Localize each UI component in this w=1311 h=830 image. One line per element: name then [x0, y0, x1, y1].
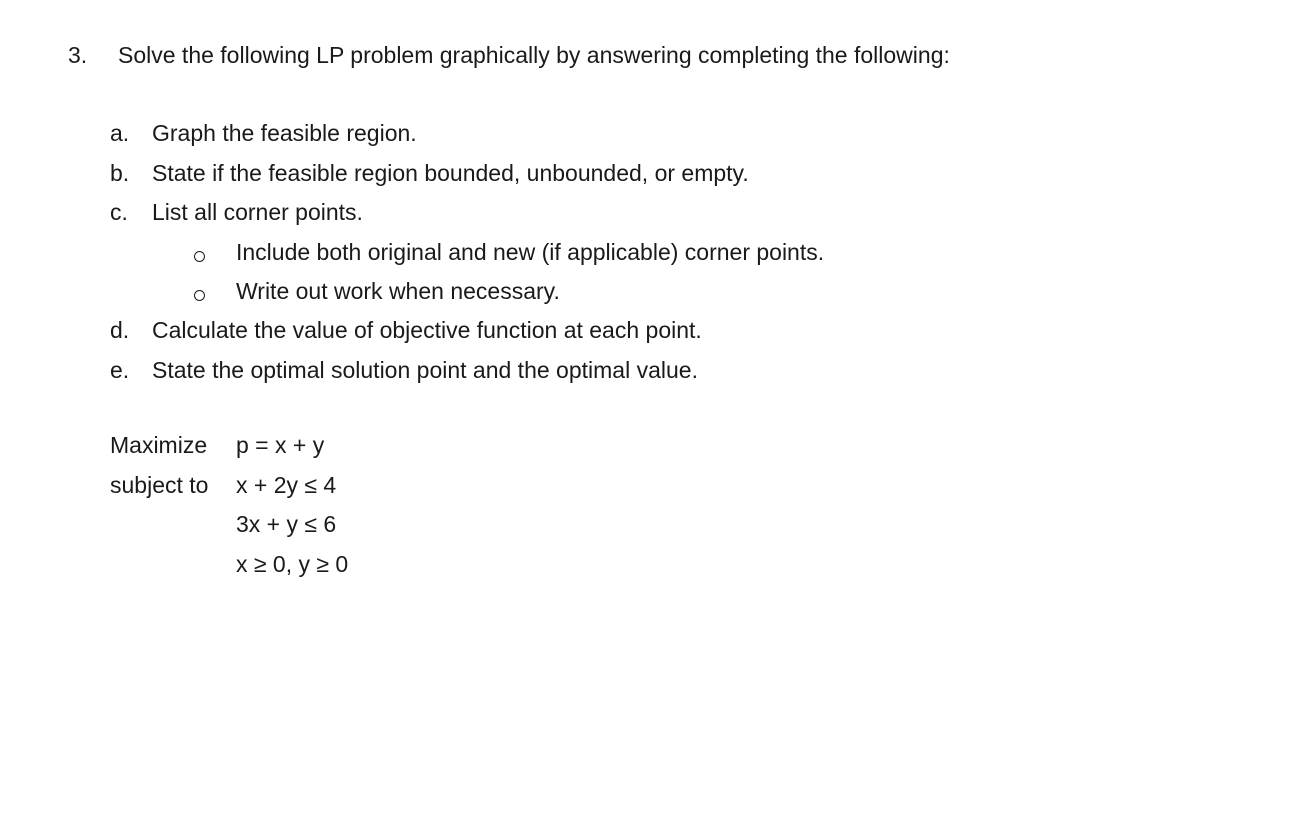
item-c-letter: c.	[110, 199, 128, 225]
circle-bullet-icon	[194, 290, 205, 301]
objective-label: Maximize	[110, 432, 208, 458]
constraint-3: x ≥ 0, y ≥ 0	[236, 551, 349, 577]
item-b-letter: b.	[110, 160, 130, 186]
item-a-text: Graph the feasible region.	[152, 120, 417, 146]
item-c-text: List all corner points.	[152, 199, 363, 225]
item-a-letter: a.	[110, 120, 130, 146]
objective-function: p = x + y	[236, 432, 325, 458]
constraint-2: 3x + y ≤ 6	[236, 511, 337, 537]
question-prompt: Solve the following LP problem graphically by answering completing the following:	[118, 42, 950, 68]
subitem-2-text: Write out work when necessary.	[236, 278, 560, 304]
subitem-1-text: Include both original and new (if applicable) corner points.	[236, 239, 825, 265]
constraints-label: subject to	[110, 472, 209, 498]
item-d-letter: d.	[110, 317, 130, 343]
item-e-text: State the optimal solution point and the optimal value.	[152, 357, 698, 383]
constraint-1: x + 2y ≤ 4	[236, 472, 337, 498]
question-number: 3.	[68, 42, 88, 68]
item-b-text: State if the feasible region bounded, unbounded, or empty.	[152, 160, 749, 186]
item-d-text: Calculate the value of objective function at each point.	[152, 317, 702, 343]
circle-bullet-icon	[194, 251, 205, 262]
item-e-letter: e.	[110, 357, 130, 383]
